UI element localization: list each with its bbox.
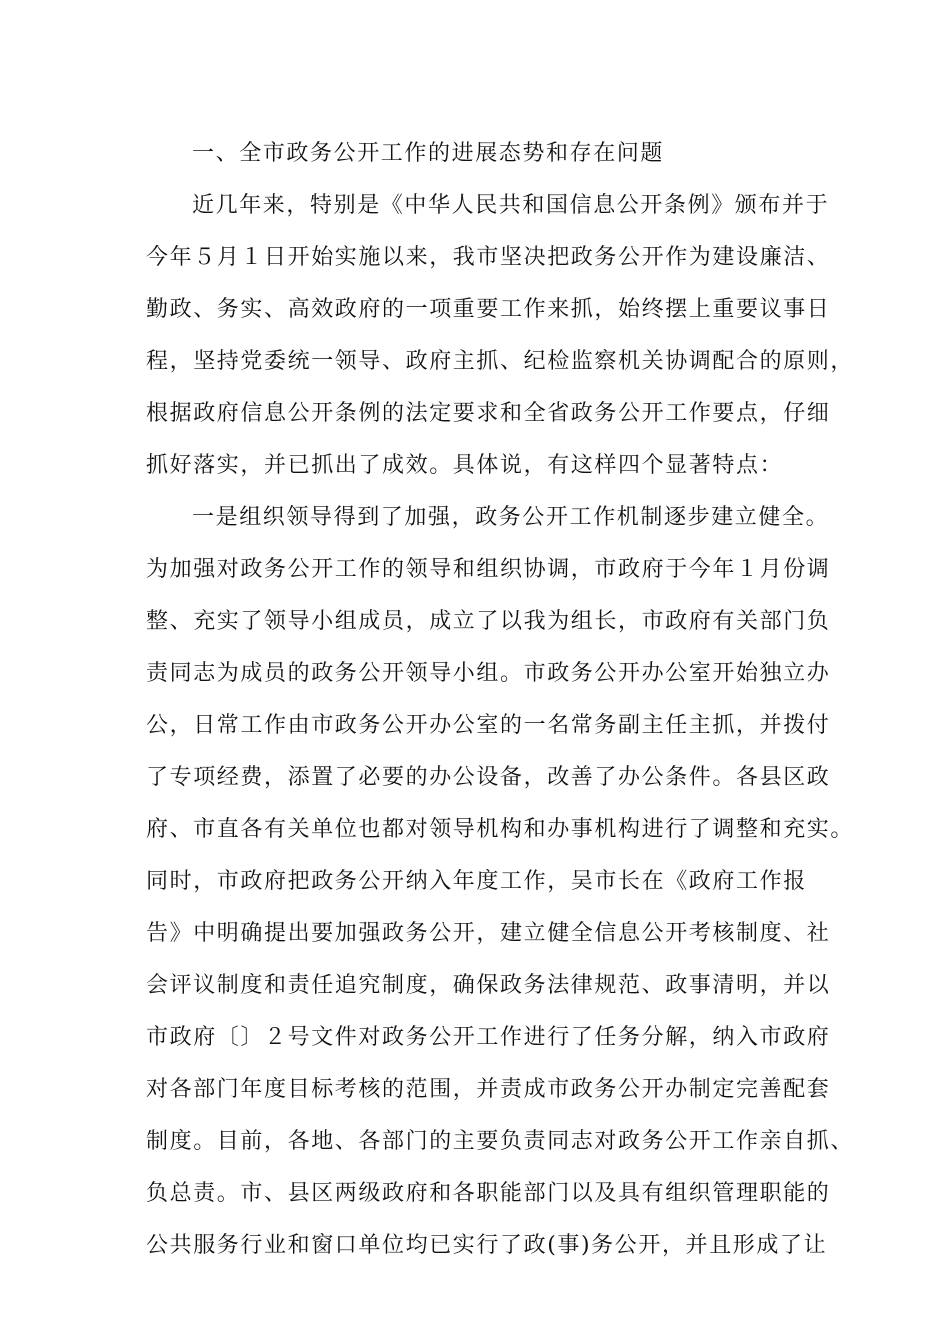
paragraph-line: 程，坚持党委统一领导、政府主抓、纪检监察机关协调配合的原则， [146, 349, 855, 374]
paragraph-line: 一是组织领导得到了加强，政务公开工作机制逐步建立健全。 [192, 505, 830, 530]
paragraph-line: 制度。目前，各地、各部门的主要负责同志对政务公开工作亲自抓、 [146, 1129, 855, 1154]
paragraph-line: 近几年来，特别是《中华人民共和国信息公开条例》颁布并于 [192, 193, 830, 218]
paragraph-line: 勤政、务实、高效政府的一项重要工作来抓，始终摆上重要议事日 [146, 297, 831, 322]
paragraph-line: 责同志为成员的政务公开领导小组。市政务公开办公室开始独立办 [146, 661, 831, 686]
paragraph-line: 抓好落实，并已抓出了成效。具体说，有这样四个显著特点： [146, 453, 784, 478]
paragraph-line: 会评议制度和责任追究制度，确保政务法律规范、政事清明，并以 [146, 973, 831, 998]
document-body [146, 128, 855, 1272]
paragraph-line: 整、充实了领导小组成员，成立了以我为组长，市政府有关部门负 [146, 609, 831, 634]
paragraph-line: 市政府〔〕２号文件对政务公开工作进行了任务分解，纳入市政府 [146, 1025, 831, 1050]
paragraph-line: 同时，市政府把政务公开纳入年度工作，吴市长在《政府工作报 [146, 869, 807, 894]
paragraph-line: 府、市直各有关单位也都对领导机构和办事机构进行了调整和充实。 [146, 817, 855, 842]
paragraph-line: 对各部门年度目标考核的范围，并责成市政务公开办制定完善配套 [146, 1077, 831, 1102]
paragraph-line: 公共服务行业和窗口单位均已实行了政(事)务公开，并且形成了让 [146, 1233, 828, 1258]
paragraph-line: 今年５月１日开始实施以来，我市坚决把政务公开作为建设廉洁、 [146, 245, 831, 270]
paragraph-line: 为加强对政务公开工作的领导和组织协调，市政府于今年１月份调 [146, 557, 831, 582]
section-heading: 一、全市政务公开工作的进展态势和存在问题 [192, 141, 665, 166]
paragraph-line: 根据政府信息公开条例的法定要求和全省政务公开工作要点，仔细 [146, 401, 831, 426]
paragraph-line: 了专项经费，添置了必要的办公设备，改善了办公条件。各县区政 [146, 765, 831, 790]
paragraph-line: 告》中明确提出要加强政务公开，建立健全信息公开考核制度、社 [146, 921, 831, 946]
paragraph-line: 公，日常工作由市政务公开办公室的一名常务副主任主抓，并拨付 [146, 713, 831, 738]
paragraph-line: 负总责。市、县区两级政府和各职能部门以及具有组织管理职能的 [146, 1181, 831, 1206]
